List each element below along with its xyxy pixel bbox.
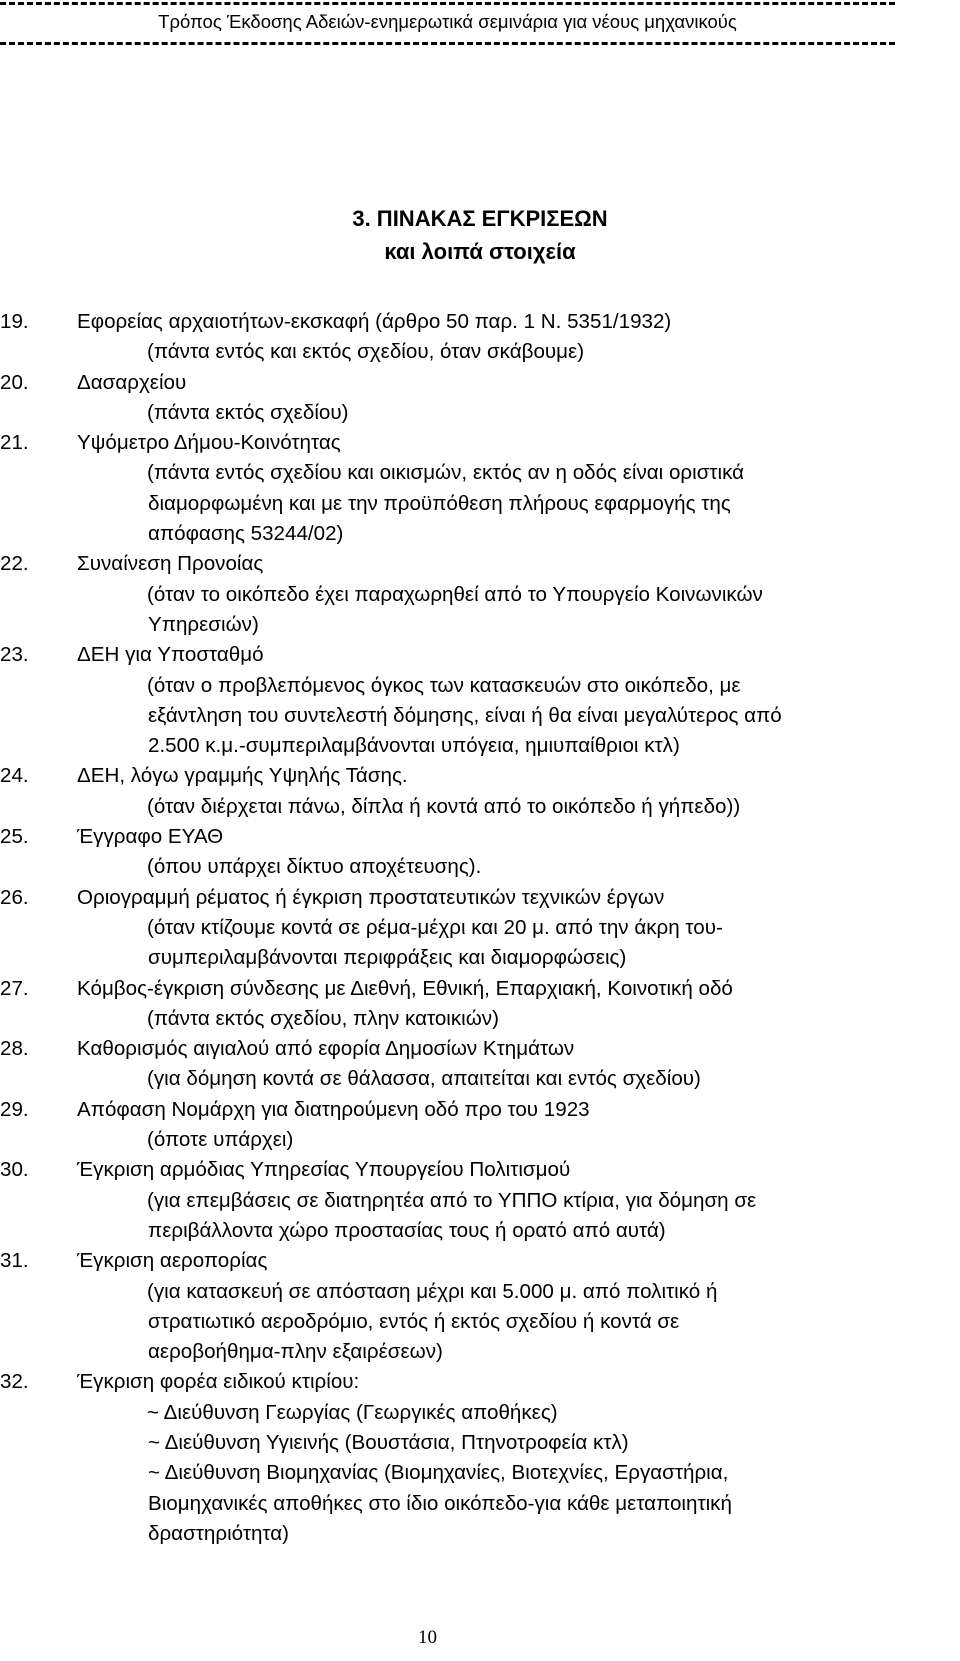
list-item-heading	[0, 1246, 960, 1276]
list-item-heading	[0, 974, 960, 1004]
header-rule-top	[0, 2, 895, 5]
list-item-heading	[0, 549, 960, 579]
list-item-heading	[0, 428, 960, 458]
list-item-heading	[0, 1367, 960, 1397]
item-detail-line: (για κατασκευή σε απόσταση μέχρι και 5.000 μ. από πολιτικό ή	[147, 1279, 718, 1303]
list-item	[0, 1246, 960, 1367]
list-item	[0, 761, 960, 822]
item-detail-line: ~ Διεύθυνση Βιομηχανίας (Βιομηχανίες, Βιοτεχνίες, Εργαστήρια,	[148, 1461, 729, 1485]
item-number: 23.	[0, 643, 29, 667]
item-number: 32.	[0, 1370, 29, 1394]
item-detail-line: Βιομηχανικές αποθήκες στο ίδιο οικόπεδο-για κάθε μεταποιητική	[148, 1491, 732, 1515]
header-rule-bottom	[0, 42, 895, 45]
item-detail-line: διαμορφωμένη και με την προϋπόθεση πλήρους εφαρμογής της	[148, 491, 731, 515]
section-title-line-1: 3. ΠΙΝΑΚΑΣ ΕΓΚΡΙΣΕΩΝ	[352, 206, 608, 231]
item-detail-line: ~ Διεύθυνση Υγιεινής (Βουστάσια, Πτηνοτροφεία κτλ)	[148, 1430, 629, 1454]
list-item-heading	[0, 368, 960, 398]
list-item	[0, 368, 960, 429]
item-detail-line: εξάντληση του συντελεστή δόμησης, είναι ή θα είναι μεγαλύτερος από	[148, 703, 782, 727]
list-item	[0, 1034, 960, 1095]
item-detail-line: (όπου υπάρχει δίκτυο αποχέτευσης).	[147, 855, 482, 879]
item-detail-line: περιβάλλοντα χώρο προστασίας τους ή ορατό από αυτά)	[148, 1218, 666, 1242]
item-detail-line: 2.500 κ.μ.-συμπεριλαμβάνονται υπόγεια, ημιυπαίθριοι κτλ)	[148, 734, 680, 758]
list-item	[0, 822, 960, 883]
item-title: Έγκριση φορέα ειδικού κτιρίου:	[77, 1370, 360, 1394]
item-number: 20.	[0, 370, 29, 394]
item-title: ΔΕΗ για Υποσταθμό	[77, 643, 264, 667]
item-title: Δασαρχείου	[77, 370, 187, 394]
list-item-heading	[0, 1095, 960, 1125]
list-item	[0, 549, 960, 640]
item-number: 22.	[0, 552, 29, 576]
item-number: 25.	[0, 825, 29, 849]
item-detail-line: (πάντα εκτός σχεδίου, πλην κατοικιών)	[147, 1006, 499, 1030]
list-item	[0, 1095, 960, 1156]
item-detail-line: (όταν το οικόπεδο έχει παραχωρηθεί από το Υπουργείο Κοινωνικών	[147, 582, 763, 606]
item-number: 28.	[0, 1037, 29, 1061]
item-title: Έγκριση αρμόδιας Υπηρεσίας Υπουργείου Πολιτισμού	[77, 1158, 571, 1182]
item-number: 30.	[0, 1158, 29, 1182]
page-number: 10	[418, 1627, 437, 1648]
item-number: 24.	[0, 764, 29, 788]
item-detail-line: (όταν ο προβλεπόμενος όγκος των κατασκευών στο οικόπεδο, με	[147, 673, 741, 697]
item-title: Έγκριση αεροπορίας	[77, 1249, 268, 1273]
item-detail-line: συμπεριλαμβάνονται περιφράξεις και διαμορφώσεις)	[148, 946, 627, 970]
item-title: Οριογραμμή ρέματος ή έγκριση προστατευτικών τεχνικών έργων	[77, 885, 665, 909]
list-item-heading	[0, 640, 960, 670]
item-detail-line: (όταν κτίζουμε κοντά σε ρέμα-μέχρι και 20 μ. από την άκρη του-	[147, 915, 723, 939]
item-number: 29.	[0, 1097, 29, 1121]
list-item	[0, 974, 960, 1035]
list-item-heading	[0, 822, 960, 852]
list-item	[0, 307, 960, 368]
item-detail-line: (για δόμηση κοντά σε θάλασσα, απαιτείται και εντός σχεδίου)	[147, 1067, 701, 1091]
item-title: Υψόμετρο Δήμου-Κοινότητας	[77, 431, 341, 455]
item-detail-line: (όταν διέρχεται πάνω, δίπλα ή κοντά από το οικόπεδο ή γήπεδο))	[147, 794, 741, 818]
item-number: 31.	[0, 1249, 29, 1273]
item-number: 19.	[0, 310, 29, 333]
item-detail-line: αεροβοήθημα-πλην εξαιρέσεων)	[148, 1340, 443, 1364]
item-detail-line: (πάντα εντός και εκτός σχεδίου, όταν σκάβουμε)	[147, 340, 585, 364]
item-number: 27.	[0, 976, 29, 1000]
running-header: Τρόπος Έκδοσης Αδειών-ενημερωτικά σεμινάρια για νέους μηχανικούς	[158, 11, 737, 32]
approvals-list	[0, 307, 960, 1549]
item-detail-line: απόφασης 53244/02)	[148, 522, 344, 546]
item-detail-line: δραστηριότητα)	[148, 1521, 290, 1545]
item-detail-line: ~ Διεύθυνση Γεωργίας (Γεωργικές αποθήκες)	[147, 1400, 558, 1424]
item-detail-line: (για επεμβάσεις σε διατηρητέα από το ΥΠΠΟ κτίρια, για δόμηση σε	[147, 1188, 757, 1212]
item-number: 21.	[0, 431, 29, 455]
list-item-heading	[0, 307, 960, 337]
item-detail-line: (όποτε υπάρχει)	[147, 1128, 294, 1152]
item-number: 26.	[0, 885, 29, 909]
list-item-heading	[0, 761, 960, 791]
item-detail-line: Υπηρεσιών)	[148, 612, 259, 636]
section-title	[0, 202, 960, 268]
list-item-heading	[0, 883, 960, 913]
item-title: Εφορείας αρχαιοτήτων-εκσκαφή (άρθρο 50 παρ. 1 Ν. 5351/1932)	[77, 310, 672, 333]
list-item-heading	[0, 1034, 960, 1064]
list-item	[0, 1155, 960, 1246]
item-title: Καθορισμός αιγιαλού από εφορία Δημοσίων Κτημάτων	[77, 1037, 575, 1061]
item-title: Απόφαση Νομάρχη για διατηρούμενη οδό προ του 1923	[77, 1097, 590, 1121]
item-title: ΔΕΗ, λόγω γραμμής Υψηλής Τάσης.	[77, 764, 408, 788]
item-title: Έγγραφο ΕΥΑΘ	[77, 825, 224, 849]
list-item-heading	[0, 1155, 960, 1185]
item-detail-line: (πάντα εντός σχεδίου και οικισμών, εκτός αν η οδός είναι οριστικά	[147, 461, 745, 485]
list-item	[0, 640, 960, 761]
section-title-line-2: και λοιπά στοιχεία	[384, 239, 576, 264]
item-detail-line: (πάντα εκτός σχεδίου)	[147, 400, 349, 424]
item-title: Συναίνεση Προνοίας	[77, 552, 264, 576]
item-title: Κόμβος-έγκριση σύνδεσης με Διεθνή, Εθνική, Επαρχιακή, Κοινοτική οδό	[77, 976, 733, 1000]
list-item	[0, 428, 960, 549]
item-detail-line: στρατιωτικό αεροδρόμιο, εντός ή εκτός σχεδίου ή κοντά σε	[148, 1309, 680, 1333]
list-item	[0, 883, 960, 974]
list-item	[0, 1367, 960, 1549]
